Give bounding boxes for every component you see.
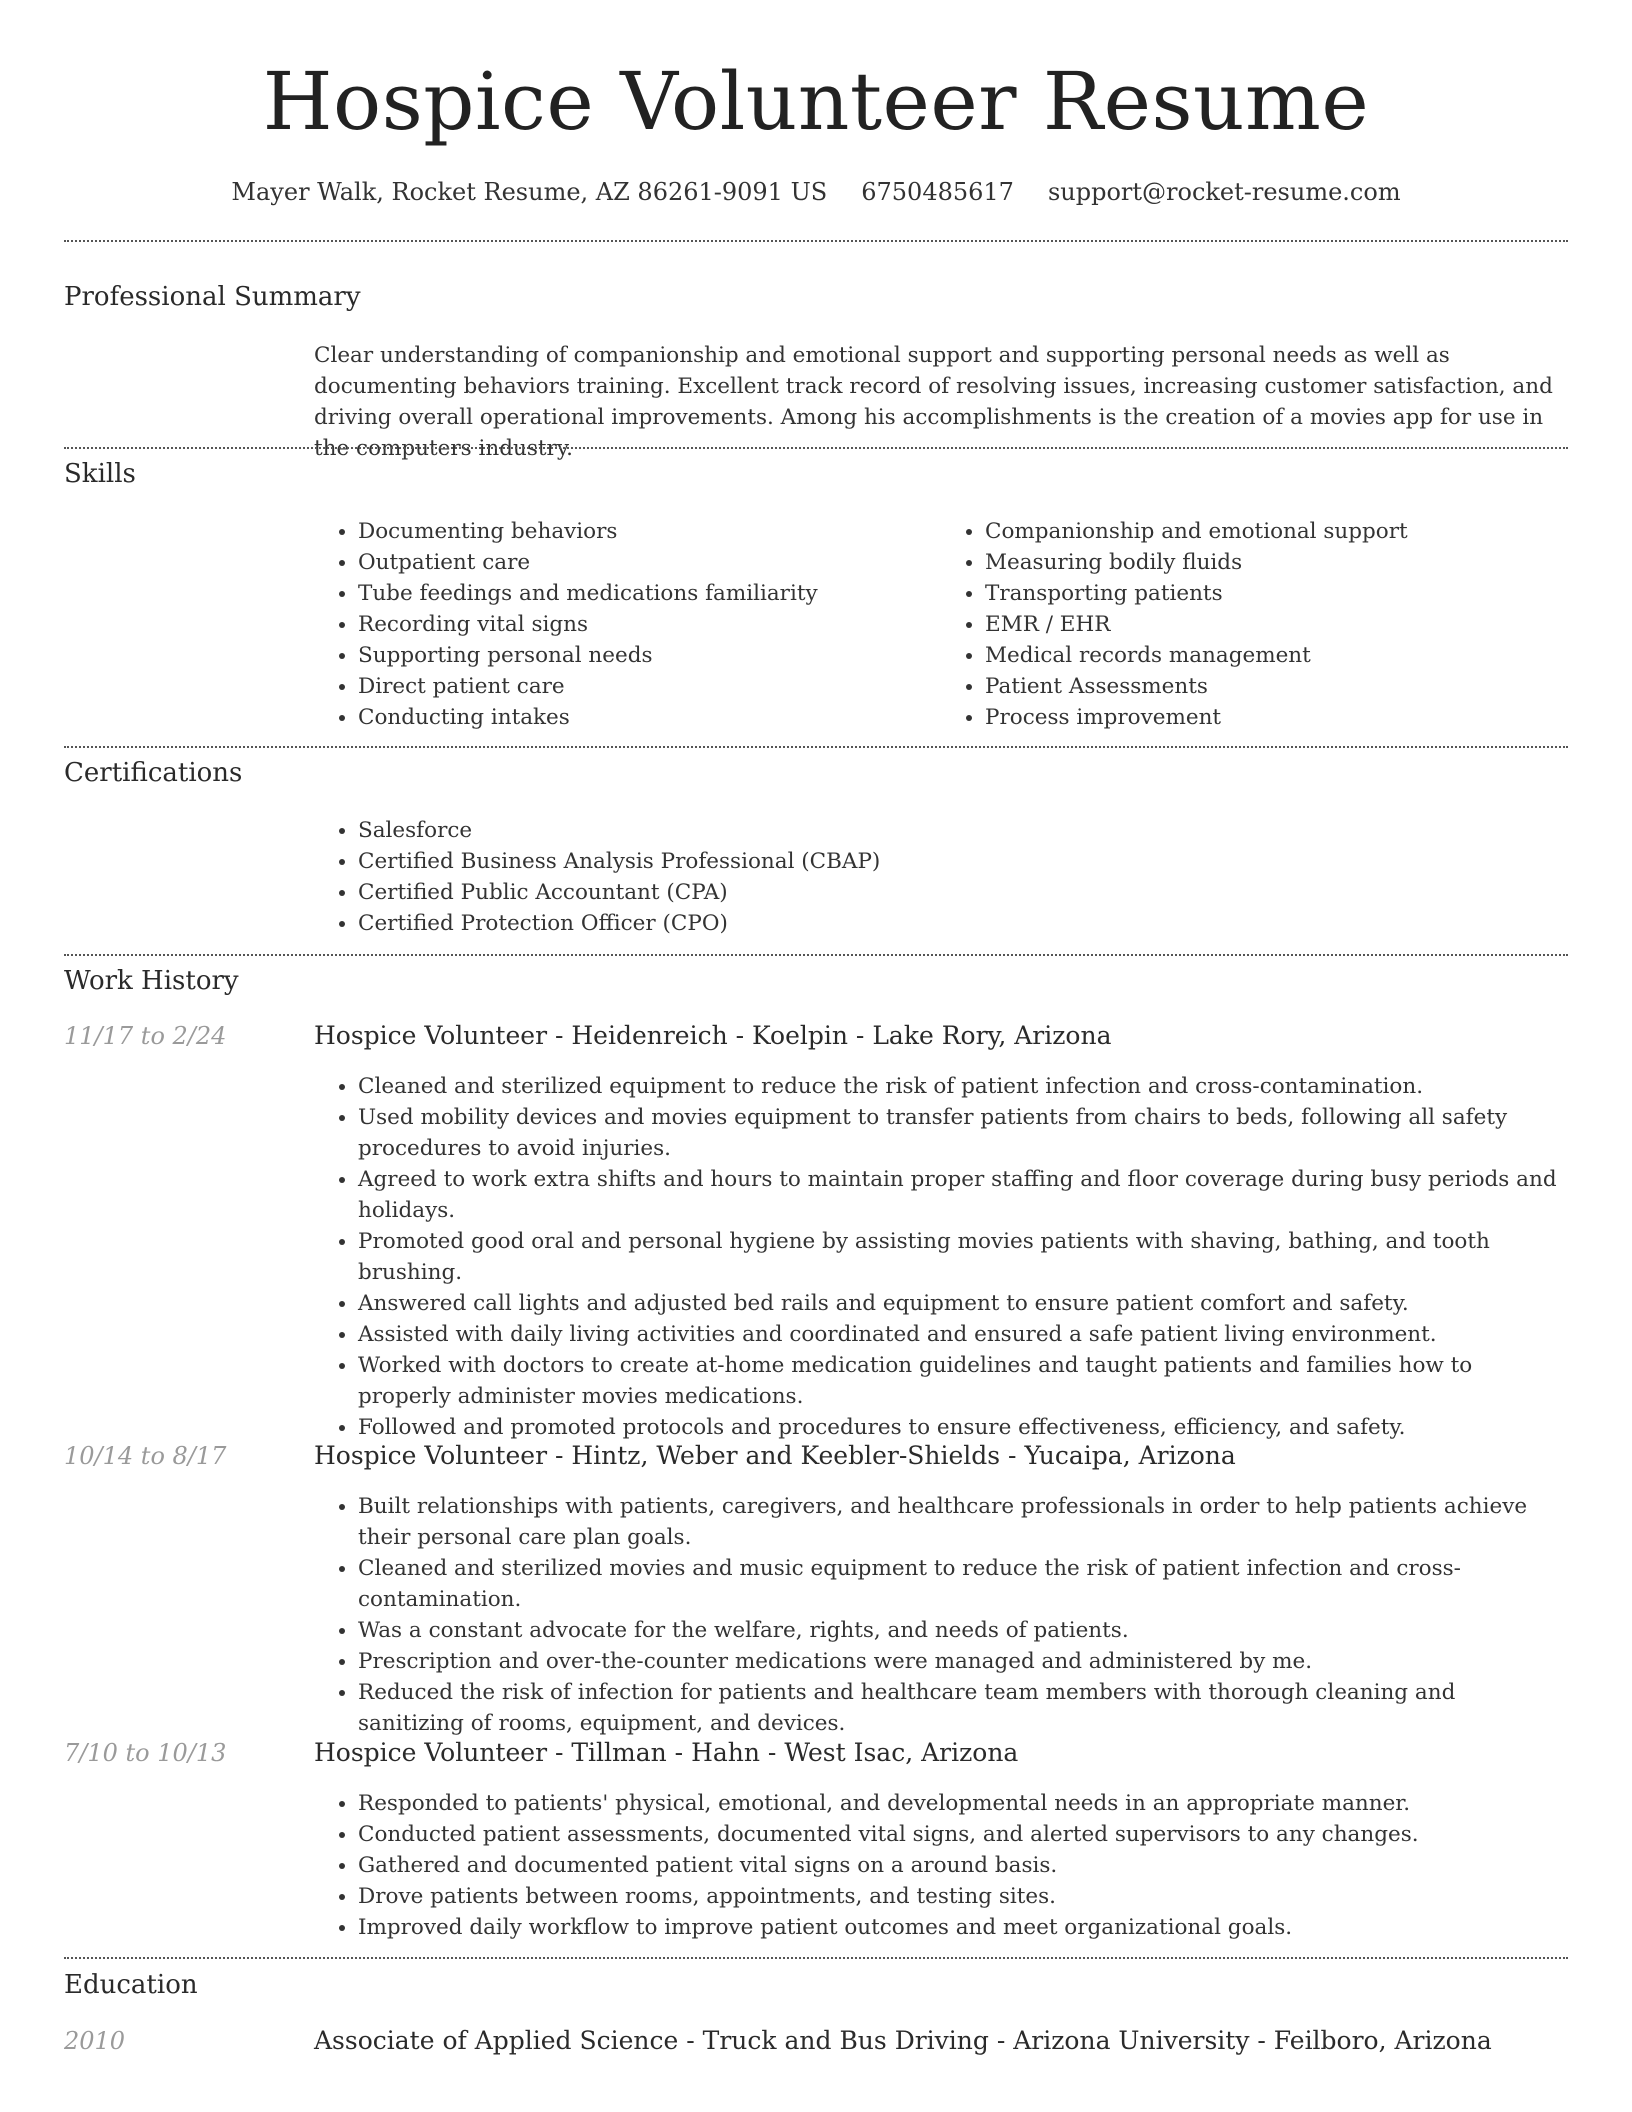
section-divider <box>64 954 1568 956</box>
certification-item: • Certified Public Accountant (CPA) <box>358 877 1568 908</box>
job-bullet: • Built relationships with patients, caregivers, and healthcare professionals in order to help patients achieve their personal care plan goals. <box>358 1491 1568 1553</box>
job-bullet: • Drove patients between rooms, appointments, and testing sites. <box>358 1881 1568 1912</box>
job-bullet: • Reduced the risk of infection for patients and healthcare team members with thorough cleaning and sanitizing of rooms, equipment, and devices. <box>358 1677 1568 1739</box>
job-bullet: • Agreed to work extra shifts and hours to maintain proper staffing and floor coverage during busy periods and holidays. <box>358 1164 1568 1226</box>
contact-phone: 6750485617 <box>861 178 1014 206</box>
job-bullet: • Responded to patients' physical, emotional, and developmental needs in an appropriate manner. <box>358 1788 1568 1819</box>
certifications-list <box>314 815 1568 939</box>
job-dates: 7/10 to 10/13 <box>64 1739 227 1767</box>
job-dates: 11/17 to 2/24 <box>64 1022 227 1050</box>
summary-block <box>314 340 1568 464</box>
job-bullet: • Answered call lights and adjusted bed rails and equipment to ensure patient comfort and safety. <box>358 1288 1568 1319</box>
education-year: 2010 <box>64 2027 126 2055</box>
education-degree: Associate of Applied Science - Truck and Bus Driving - Arizona University - Feilboro, Arizona <box>314 2026 1492 2055</box>
certification-item: • Salesforce <box>358 815 1568 846</box>
job-bullet: • Prescription and over-the-counter medications were managed and administered by me. <box>358 1646 1568 1677</box>
section-title-summary: Professional Summary <box>64 282 361 312</box>
skill-item: • Companionship and emotional support <box>985 516 1568 547</box>
job-bullets <box>314 1788 1568 1943</box>
contact-line <box>0 178 1632 206</box>
job-bullet: • Followed and promoted protocols and procedures to ensure effectiveness, efficiency, and safety. <box>358 1412 1568 1443</box>
section-divider <box>64 240 1568 242</box>
skills-list <box>314 516 1568 733</box>
job-bullets <box>314 1071 1568 1443</box>
job-bullet: • Improved daily workflow to improve patient outcomes and meet organizational goals. <box>358 1912 1568 1943</box>
skills-column-left <box>314 516 941 733</box>
job-bullet: • Cleaned and sterilized movies and music equipment to reduce the risk of patient infection and cross-contamination. <box>358 1553 1568 1615</box>
resume-header <box>0 0 1632 206</box>
skill-item: • EMR / EHR <box>985 609 1568 640</box>
section-title-education: Education <box>64 1970 198 2000</box>
section-divider <box>64 447 1568 449</box>
contact-address: Mayer Walk, Rocket Resume, AZ 86261-9091 US <box>231 178 828 206</box>
job-dates: 10/14 to 8/17 <box>64 1442 227 1470</box>
resume-title: Hospice Volunteer Resume <box>262 55 1370 148</box>
skill-item: • Outpatient care <box>358 547 941 578</box>
skill-item: • Measuring bodily fluids <box>985 547 1568 578</box>
job-title: Hospice Volunteer - Tillman - Hahn - West Isac, Arizona <box>314 1738 1019 1767</box>
skill-item: • Conducting intakes <box>358 702 941 733</box>
certification-item: • Certified Business Analysis Professional (CBAP) <box>358 846 1568 877</box>
section-title-skills: Skills <box>64 459 136 489</box>
section-divider <box>64 746 1568 748</box>
job-bullet: • Conducted patient assessments, documented vital signs, and alerted supervisors to any changes. <box>358 1819 1568 1850</box>
skill-item: • Process improvement <box>985 702 1568 733</box>
job-bullet: • Was a constant advocate for the welfare, rights, and needs of patients. <box>358 1615 1568 1646</box>
summary-text: Clear understanding of companionship and emotional support and supporting personal needs as well as documenting behaviors training. Excellent track record of resolving issues, increasing customer satisfaction, and driving overall operational improvements. Among his accomplishments is the creation of a movies app for use in the computers industry. <box>314 343 1553 461</box>
section-title-certifications: Certifications <box>64 758 243 788</box>
skill-item: • Tube feedings and medications familiarity <box>358 578 941 609</box>
skill-item: • Patient Assessments <box>985 671 1568 702</box>
section-divider <box>64 1957 1568 1959</box>
job-bullet: • Used mobility devices and movies equipment to transfer patients from chairs to beds, following all safety procedures to avoid injuries. <box>358 1102 1568 1164</box>
certification-item: • Certified Protection Officer (CPO) <box>358 908 1568 939</box>
skill-item: • Supporting personal needs <box>358 640 941 671</box>
skill-item: • Transporting patients <box>985 578 1568 609</box>
section-title-work: Work History <box>64 966 239 996</box>
job-bullets <box>314 1491 1568 1739</box>
skills-column-right <box>941 516 1568 733</box>
contact-email: support@rocket-resume.com <box>1047 178 1401 206</box>
skill-item: • Recording vital signs <box>358 609 941 640</box>
job-bullet: • Promoted good oral and personal hygiene by assisting movies patients with shaving, bathing, and tooth brushing. <box>358 1226 1568 1288</box>
skill-item: • Direct patient care <box>358 671 941 702</box>
job-title: Hospice Volunteer - Hintz, Weber and Keebler-Shields - Yucaipa, Arizona <box>314 1441 1236 1470</box>
job-title: Hospice Volunteer - Heidenreich - Koelpin - Lake Rory, Arizona <box>314 1021 1112 1050</box>
skill-item: • Medical records management <box>985 640 1568 671</box>
job-bullet: • Cleaned and sterilized equipment to reduce the risk of patient infection and cross-contamination. <box>358 1071 1568 1102</box>
job-bullet: • Gathered and documented patient vital signs on a around basis. <box>358 1850 1568 1881</box>
job-bullet: • Worked with doctors to create at-home medication guidelines and taught patients and families how to properly administer movies medications. <box>358 1350 1568 1412</box>
job-bullet: • Assisted with daily living activities and coordinated and ensured a safe patient living environment. <box>358 1319 1568 1350</box>
skill-item: • Documenting behaviors <box>358 516 941 547</box>
